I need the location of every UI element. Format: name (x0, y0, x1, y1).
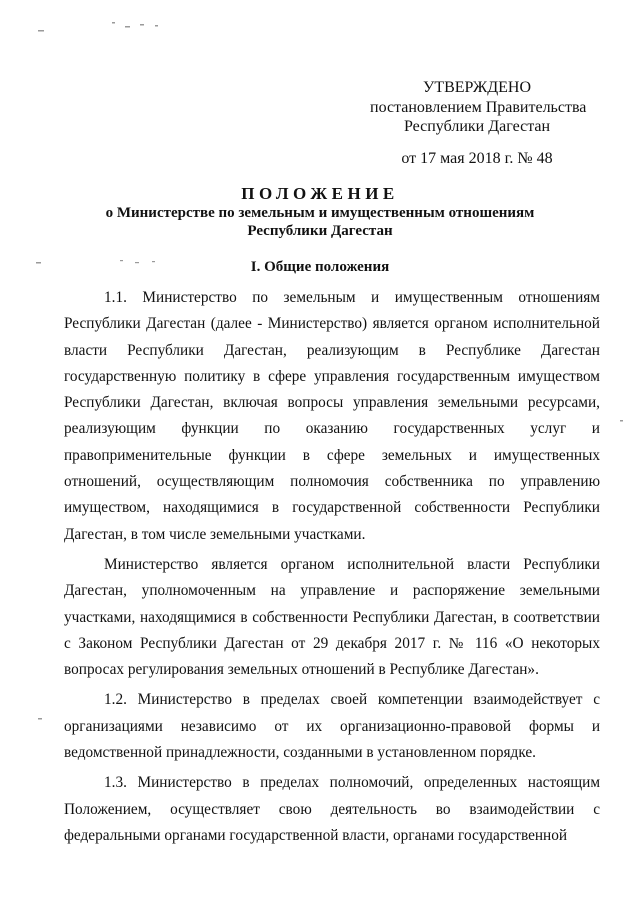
paragraph-1-2: 1.2. Министерство в пределах своей компетенции взаимодействует с организациями независимо от их организационно-правовой формы и ведомственной принадлежности, созданными в установленном порядке. (64, 691, 600, 762)
title-line-1: о Министерстве по земельным и имущественным отношениям (105, 205, 535, 221)
approval-block (370, 78, 587, 168)
approval-line-2: Республики Дагестан (403, 118, 551, 135)
title-main: ПОЛОЖЕНИЕ (241, 184, 399, 203)
document-body (64, 285, 600, 849)
approval-line-1: постановлением Правительства (370, 98, 587, 116)
title-line-2: Республики Дагестан (247, 223, 393, 239)
section-heading: I. Общие положения (250, 259, 390, 275)
paragraph-1-1: 1.1. Министерство по земельным и имущественным отношениям Республики Дагестан (далее - Министерство) является органом исполнительной власти Республики Дагестан, реализующим в Республике Дагестан государственную политику в сфере управления государственным имуществом Республики Дагестан, включая вопросы управления земельными ресурсами, реализующим функции по оказанию государственных услуг и правоприменительные функции в сфере земельных и имущественных отношений, осуществляющим полномочия собственника по управлению имуществом, находящимися в государственной собственности Республики Дагестан, в том числе земельными участками. (64, 289, 600, 543)
approval-heading: УТВЕРЖДЕНО (422, 79, 531, 96)
paragraph-1-3: 1.3. Министерство в пределах полномочий, определенных настоящим Положением, осуществляет свою деятельность во взаимодействии с федеральными органами государственной власти, органами государственной (64, 774, 600, 844)
paragraph-1-1-continued: Министерство является органом исполнительной власти Республики Дагестан, уполномоченным на управление и распоряжение земельными участками, находящимися в собственности Республики Дагестан, в соответствии с Законом Республики Дагестан от 29 декабря 2017 г. № 116 «О некоторых вопросах регулирования земельных отношений в Республике Дагестан». (64, 555, 600, 679)
document-title (0, 184, 640, 240)
approval-date: от 17 мая 2018 г. № 48 (401, 149, 553, 167)
